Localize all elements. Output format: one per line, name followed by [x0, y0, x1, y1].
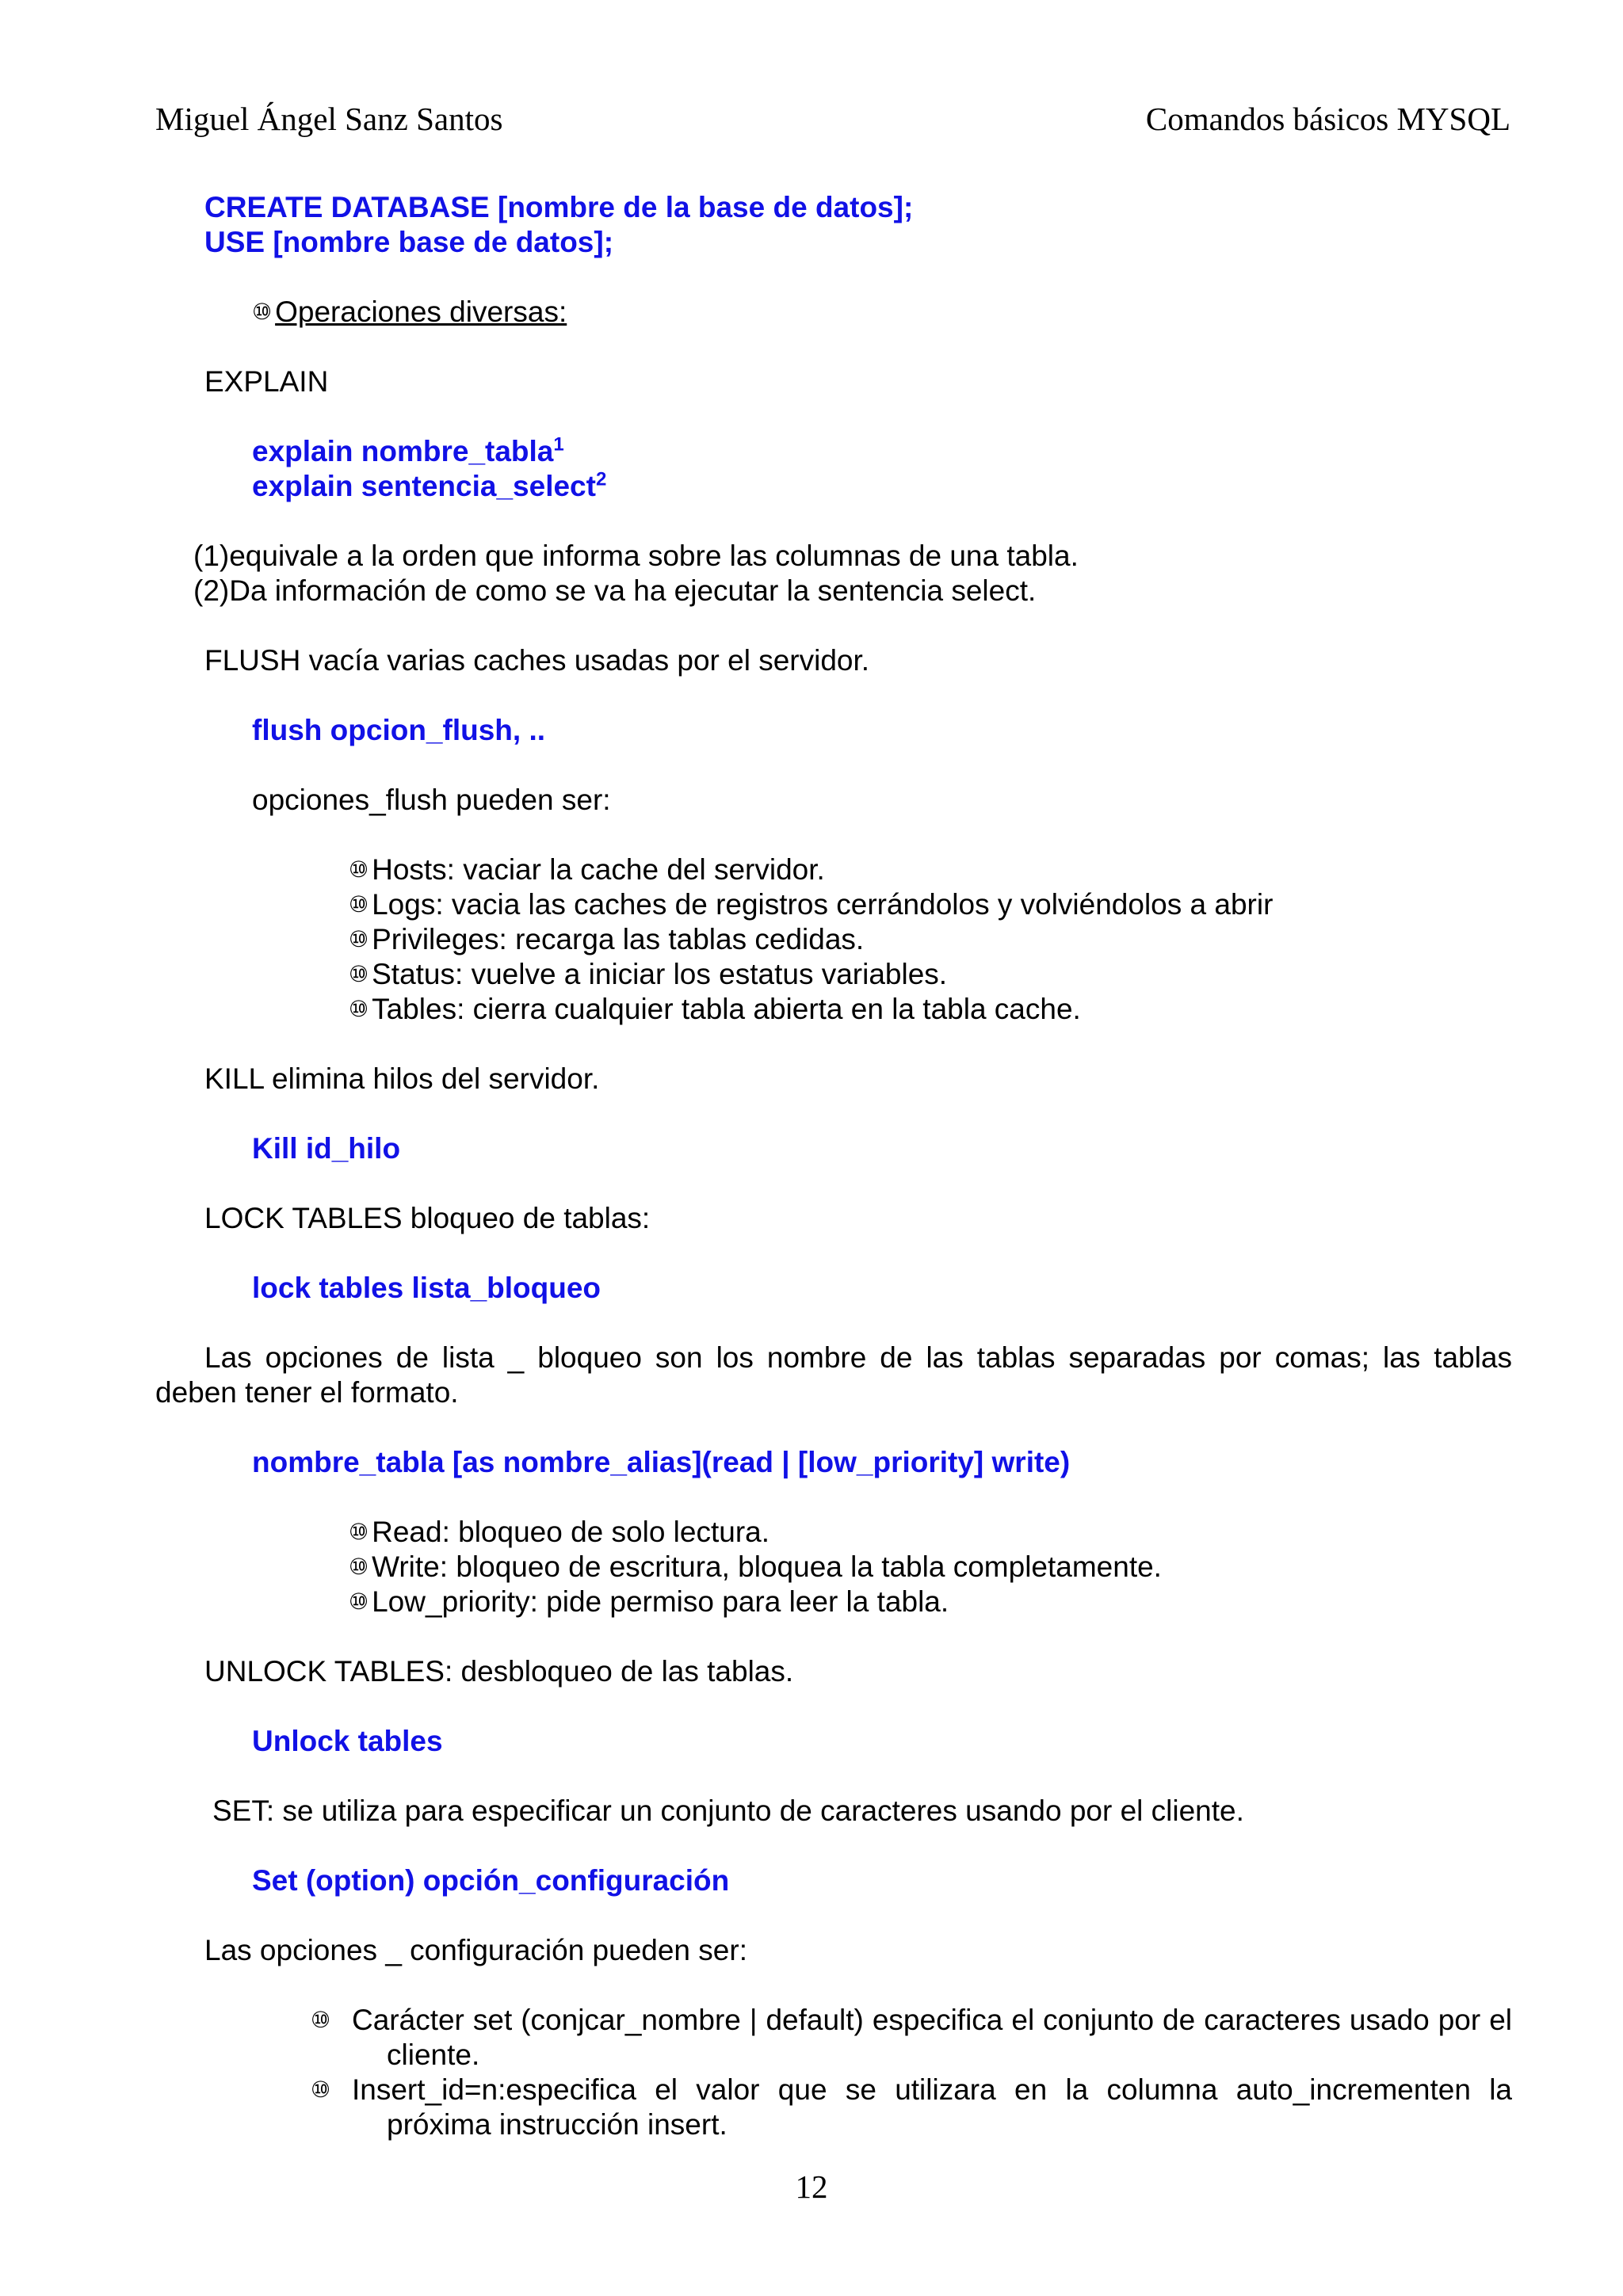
flush-description: FLUSH vacía varias caches usadas por el servidor. [204, 644, 870, 677]
explain-command-2: explain sentencia_select$^2$ [252, 468, 607, 502]
circled-ten-icon: ⑩ [349, 857, 369, 882]
page-number: 12 [795, 2168, 828, 2205]
section-title: Operaciones diversas: [275, 296, 567, 328]
list-item: ⑩ Status: vuelve a iniciar los estatus variables. [349, 958, 948, 990]
set-description: SET: se utiliza para especificar un conjunto de caracteres usando por el cliente. [212, 1794, 1244, 1827]
list-item: ⑩ Privileges: recarga las tablas cedidas. [349, 923, 865, 955]
lock-command: lock tables lista_bloqueo [252, 1272, 601, 1304]
list-item: ⑩ Carácter set (conjcar_nombre | default) especifica el conjunto de caracteres usado por el cliente. [311, 2004, 1512, 2071]
lock-description: LOCK TABLES bloqueo de tablas: [204, 1202, 651, 1234]
create-database-command: CREATE DATABASE [nombre de la base de datos]; [204, 191, 914, 223]
list-item: ⑩ Hosts: vaciar la cache del servidor. [349, 853, 825, 886]
footnote-ref-1: 1 [553, 433, 564, 456]
kill-description: KILL elimina hilos del servidor. [204, 1062, 600, 1095]
flush-command: flush opcion_flush, .. [252, 714, 545, 746]
flush-options-intro: opciones_flush pueden ser: [252, 784, 611, 816]
circled-ten-icon: ⑩ [349, 1520, 369, 1544]
circled-ten-icon: ⑩ [349, 997, 369, 1021]
circled-ten-icon: ⑩ [349, 962, 369, 986]
circled-ten-icon: ⑩ [349, 927, 369, 952]
set-options-intro: Las opciones _ configuración pueden ser: [204, 1934, 747, 1966]
lock-paragraph: Las opciones de lista _ bloqueo son los nombre de las tablas separadas por comas; las tablas deben tener el formato. [155, 1341, 1512, 1409]
lock-format: nombre_tabla [as nombre_alias](read | [low_priority] write) [252, 1446, 1071, 1478]
list-item: ⑩ Read: bloqueo de solo lectura. [349, 1516, 770, 1548]
footnote-ref-2: 2 [595, 468, 607, 490]
circled-ten-icon: ⑩ [349, 892, 369, 917]
list-item: ⑩ Logs: vacia las caches de registros cerrándolos y volviéndolos a abrir [349, 888, 1274, 921]
footnote-2: (2)Da información de como se va ha ejecutar la sentencia select. [193, 574, 1037, 607]
unlock-description: UNLOCK TABLES: desbloqueo de las tablas. [204, 1655, 794, 1688]
header-title: Comandos básicos MYSQL [1145, 101, 1510, 137]
circled-ten-icon: ⑩ [349, 1554, 369, 1579]
list-item: ⑩ Low_priority: pide permiso para leer la tabla. [349, 1585, 949, 1618]
explain-heading: EXPLAIN [204, 365, 329, 398]
explain-command-1: explain nombre_tabla$^1$ [252, 433, 564, 467]
list-item: ⑩ Insert_id=n:especifica el valor que se utilizara en la columna auto_incrementen la próxima instrucción insert. [311, 2073, 1512, 2141]
section-heading [252, 295, 567, 330]
use-database-command: USE [nombre base de datos]; [204, 226, 614, 258]
circled-ten-icon: ⑩ [252, 299, 273, 324]
unlock-command: Unlock tables [252, 1725, 443, 1757]
set-command: Set (option) opción_configuración [252, 1864, 730, 1897]
footnote-1: (1)equivale a la orden que informa sobre las columnas de una tabla. [193, 540, 1079, 572]
header-author: Miguel Ángel Sanz Santos [155, 101, 503, 137]
kill-command: Kill id_hilo [252, 1132, 401, 1165]
list-item: ⑩ Write: bloqueo de escritura, bloquea la tabla completamente. [349, 1550, 1162, 1583]
list-item: ⑩ Tables: cierra cualquier tabla abierta en la tabla cache. [349, 993, 1081, 1025]
circled-ten-icon: ⑩ [349, 1589, 369, 1614]
